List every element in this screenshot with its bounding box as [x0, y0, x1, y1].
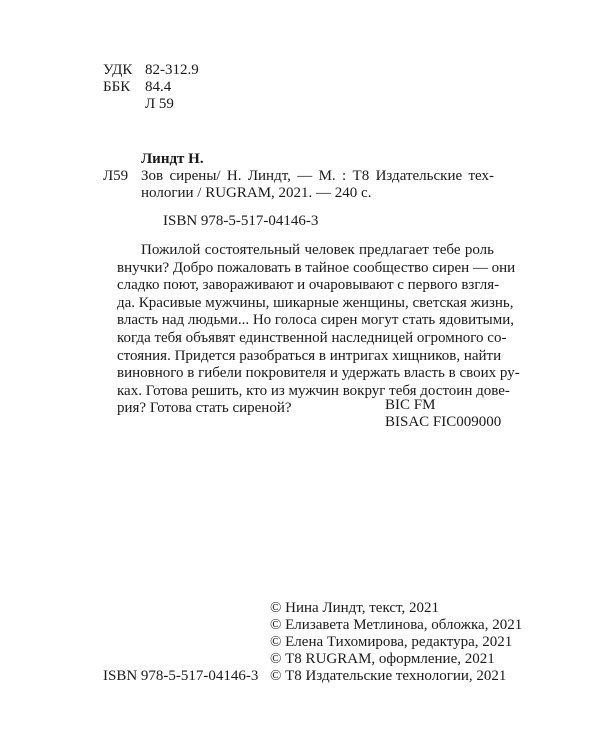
citation-line: нологии / RUGRAM, 2021. — 240 с.: [141, 185, 372, 201]
bbk-value: 84.4: [145, 79, 172, 95]
author-mark: Л 59: [145, 96, 174, 112]
udk-label: УДК: [103, 62, 133, 78]
side-mark: Л59: [103, 168, 129, 184]
citation: [141, 168, 494, 202]
bbk-label: ББК: [103, 79, 131, 95]
annotation-line: когда тебя объявят единственной наследницей огромного со-: [117, 329, 507, 346]
copyright-line: © Т8 Издательские технологии, 2021: [270, 668, 507, 684]
copyright-line: © Нина Линдт, текст, 2021: [270, 600, 439, 616]
annotation-line: стояния. Придется разобраться в интригах хищников, найти: [117, 347, 502, 364]
copyright-block: [270, 600, 522, 685]
udk-value: 82-312.9: [145, 62, 199, 78]
copyright-line: © Елизавета Метлинова, обложка, 2021: [270, 617, 523, 633]
bic-code: BIC FM: [385, 397, 436, 413]
annotation-line: виновного в гибели покровителя и удержать власть в своих ру-: [117, 365, 520, 382]
annotation-line: ках. Готова решить, кто из мужчин вокруг тебя достоин дове-: [117, 382, 510, 399]
annotation-line: сладко поют, завораживают и очаровывают с первого взгля-: [117, 277, 500, 294]
footer-isbn: ISBN 978-5-517-04146-3: [103, 668, 259, 684]
citation-line: Зов сирены/ Н. Линдт, — М. : Т8 Издательские тех-: [141, 168, 494, 184]
isbn-entry: ISBN 978-5-517-04146-3: [163, 213, 319, 229]
annotation-line: да. Красивые мужчины, шикарные женщины, светская жизнь,: [117, 294, 514, 311]
copyright-line: © Елена Тихомирова, редактура, 2021: [270, 634, 513, 650]
author-name: Линдт Н.: [141, 151, 204, 167]
annotation-line: Пожилой состоятельный человек предлагает тебе роль: [141, 242, 494, 258]
bisac-code: BISAC FIC009000: [385, 414, 502, 430]
annotation: [117, 242, 520, 418]
annotation-line: рия? Готова стать сиреной?: [117, 400, 292, 417]
copyright-line: © Т8 RUGRAM, оформление, 2021: [270, 651, 495, 667]
annotation-line: власть над людьми... Но голоса сирен могут стать ядовитыми,: [117, 312, 515, 329]
annotation-line: внучки? Добро пожаловать в тайное сообщество сирен — они: [117, 259, 516, 276]
